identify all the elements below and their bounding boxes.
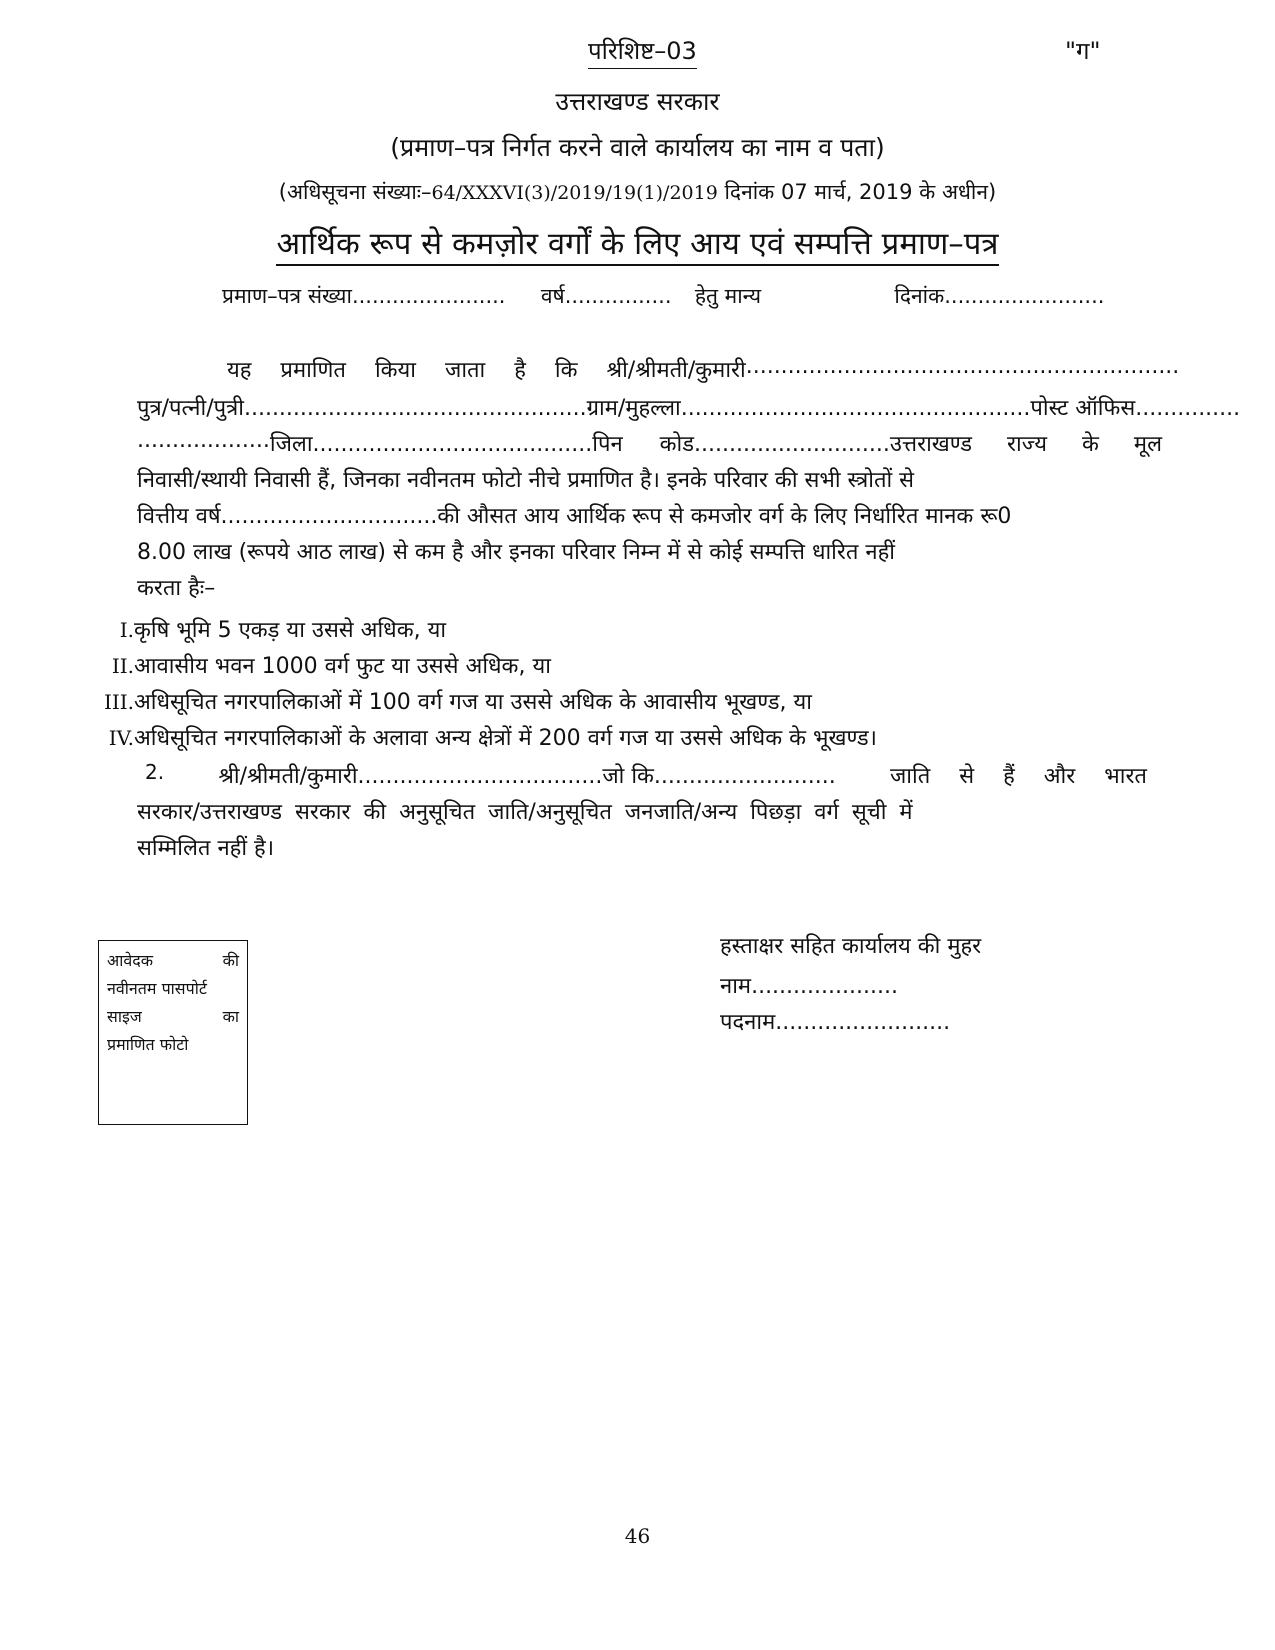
document-title-text: आर्थिक रूप से कमज़ोर वर्गों के लिए आय एवं सम्पत्ति प्रमाण–पत्र [276, 226, 998, 266]
para2-name-blank: ................................... [357, 764, 603, 789]
para2-who: जो कि [602, 764, 654, 789]
asset-list-item-2 [90, 650, 551, 680]
photo-box [98, 940, 248, 1125]
page-number: 46 [624, 1524, 651, 1548]
photo-text: का [222, 1007, 239, 1026]
post-office-blank-2: ................... [137, 428, 270, 453]
certificate-no-blank: ....................... [351, 284, 506, 308]
meta-line [222, 282, 1104, 310]
financial-year-label: वित्तीय वर्ष [137, 504, 221, 529]
notification-prefix: (अधिसूचना संख्याः– [278, 180, 432, 204]
residency-text: निवासी/स्थायी निवासी हैं, जिनका नवीनतम फोटो नीचे प्रमाणित है। इनके परिवार की सभी स्त्रोतों से [137, 468, 915, 493]
appendix-label: परिशिष्ट–03 [588, 34, 697, 69]
para2-caste-text: जाति से हैं और भारत [889, 764, 1147, 789]
valid-for-label: हेतु मान्य [694, 284, 762, 308]
signature-name-blank: ..................... [751, 974, 898, 999]
signature-name [720, 970, 898, 1000]
office-line: (प्रमाण–पत्र निर्गत करने वाले कार्यालय का नाम व पता) [390, 133, 885, 162]
body-line-5 [137, 500, 1147, 530]
certificate-no-label: प्रमाण–पत्र संख्या [222, 284, 352, 308]
person-name-blank: .............................................................. [745, 354, 1180, 379]
para2-end-text: सम्मिलित नहीं है। [137, 836, 275, 861]
notification-suffix: दिनांक 07 मार्च, 2019 के अधीन) [717, 180, 997, 204]
income-end-text: करता हैः– [137, 576, 216, 601]
photo-text: प्रमाणित फोटो [107, 1035, 189, 1054]
document-title [0, 222, 1275, 264]
pin-code-blank: ............................ [694, 432, 890, 457]
body-line-4 [137, 464, 1147, 494]
date-blank: ........................ [944, 284, 1105, 308]
relation-blank: ................................................. [243, 396, 587, 421]
annex-mark: "ग" [1065, 37, 1101, 65]
body-line-6 [137, 536, 1147, 566]
government-name: उत्तराखण्ड सरकार [555, 87, 720, 116]
list-text: अधिसूचित नगरपालिकाओं में 100 वर्ग गज या उससे अधिक के आवासीय भूखण्ड, या [134, 690, 812, 715]
relation-label: पुत्र/पत्नी/पुत्री [137, 396, 244, 421]
asset-list-item-3 [90, 686, 812, 716]
pin-code-label: पिन कोड [592, 432, 695, 457]
body-line-2 [137, 392, 1241, 422]
notification-line [0, 178, 1275, 206]
district-blank: ........................................ [312, 432, 593, 457]
income-text: की औसत आय आर्थिक रूप से कमजोर वर्ग के लिए निर्धारित मानक रू0 [437, 504, 1012, 529]
signature-designation-label: पदनाम [720, 1010, 776, 1035]
asset-list-item-4 [90, 722, 877, 752]
photo-text: नवीनतम पासपोर्ट [107, 979, 207, 998]
list-text: कृषि भूमि 5 एकड़ या उससे अधिक, या [134, 618, 447, 643]
year-blank: ................ [564, 284, 672, 308]
list-num: I. [119, 618, 134, 642]
certify-text: यह प्रमाणित किया जाता है कि श्री/श्रीमती/कुमारी [227, 358, 746, 383]
signature-designation [720, 1006, 950, 1036]
native-text: उत्तराखण्ड राज्य के मूल [889, 432, 1162, 457]
asset-list-item-1 [90, 614, 446, 644]
year-label: वर्ष [540, 284, 565, 308]
post-office-blank: ............... [1135, 396, 1241, 421]
list-num: IV. [108, 726, 134, 750]
signature-designation-blank: ......................... [775, 1010, 951, 1035]
photo-text: आवेदक [107, 951, 154, 970]
village-label: ग्राम/मुहल्ला [586, 396, 681, 421]
list-text: आवासीय भवन 1000 वर्ग फुट या उससे अधिक, या [134, 654, 551, 679]
income-limit-text: 8.00 लाख (रूपये आठ लाख) से कम है और इनका परिवार निम्न में से कोई सम्पत्ति धारित नहीं [137, 540, 896, 565]
post-office-label: पोस्ट ऑफिस [1030, 396, 1136, 421]
signature-seal: हस्ताक्षर सहित कार्यालय की मुहर [720, 934, 982, 959]
para2-line-2 [137, 796, 1147, 826]
body-line-1 [227, 354, 1180, 384]
para2-caste-blank: .......................... [653, 764, 836, 789]
financial-year-blank: ............................... [220, 504, 438, 529]
date-label: दिनांक [894, 284, 945, 308]
para2-list-text: सरकार/उत्तराखण्ड सरकार की अनुसूचित जाति/अनुसूचित जनजाति/अन्य पिछड़ा वर्ग सूची में [137, 800, 913, 825]
body-line-7 [137, 572, 1147, 602]
village-blank: .................................................. [680, 396, 1031, 421]
para2-line-3 [137, 832, 1147, 862]
photo-text: की [222, 951, 239, 970]
list-num: II. [111, 654, 134, 678]
para2-line-1 [145, 760, 1147, 790]
list-num: III. [103, 690, 134, 714]
notification-number: 64/XXXVI(3)/2019/19(1)/2019 [431, 182, 718, 204]
signature-name-label: नाम [720, 974, 752, 999]
photo-text: साइज [107, 1007, 142, 1026]
para2-name-label: श्री/श्रीमती/कुमारी [218, 764, 358, 789]
district-label: जिला [269, 432, 313, 457]
body-line-3 [137, 428, 1162, 458]
list-text: अधिसूचित नगरपालिकाओं के अलावा अन्य क्षेत्रों में 200 वर्ग गज या उससे अधिक के भूखण्ड। [134, 726, 878, 751]
para2-number: 2. [145, 760, 165, 784]
